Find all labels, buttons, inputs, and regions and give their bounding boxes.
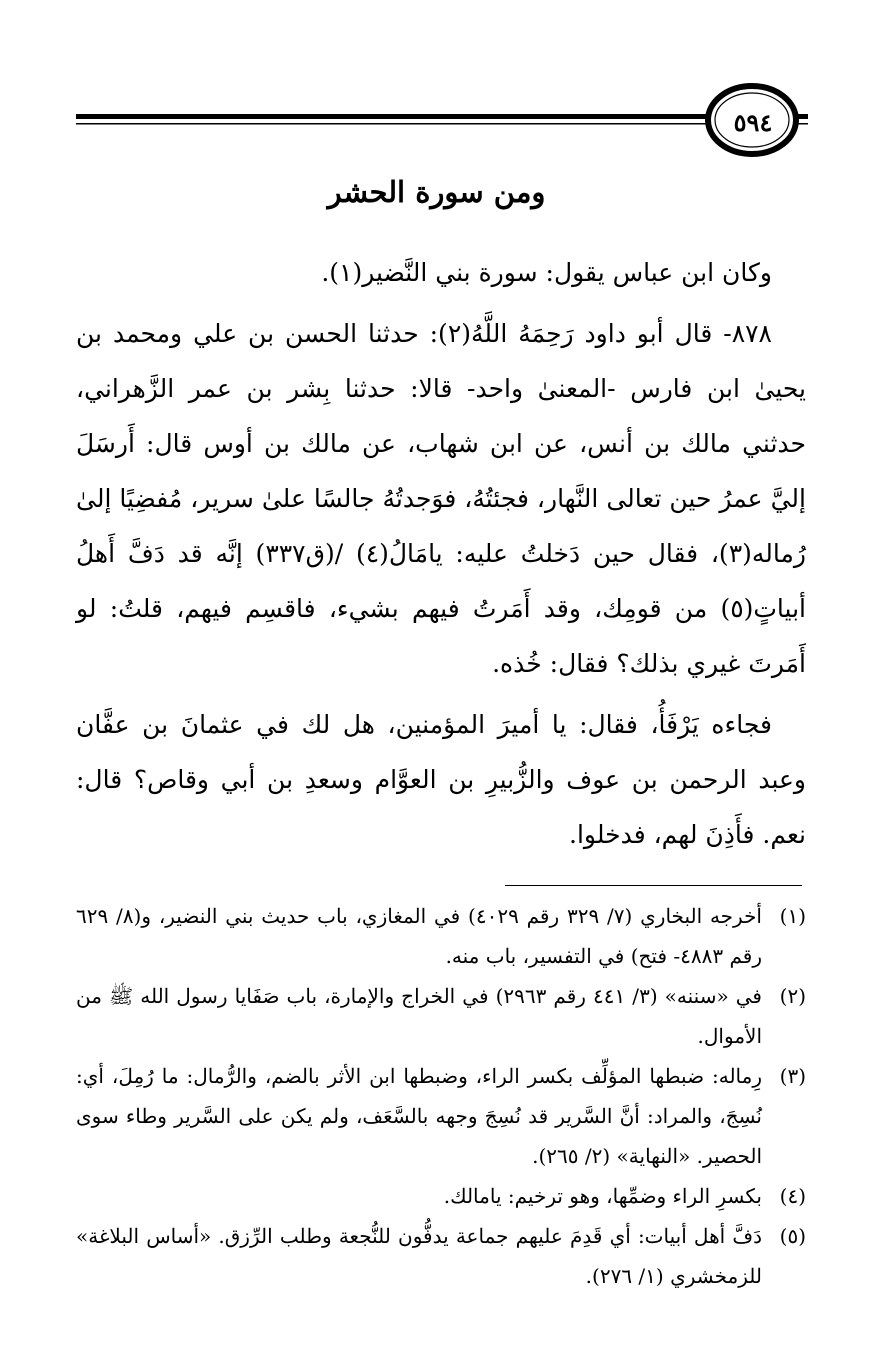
surah-title: ومن سورة الحشر xyxy=(327,175,546,209)
page-number: ٥٩٤ xyxy=(733,108,773,137)
intro-paragraph: وكان ابن عباس يقول: سورة بني النَّضير(١). xyxy=(321,258,772,287)
page-header xyxy=(0,80,873,170)
footnote-divider xyxy=(505,885,802,886)
footnote xyxy=(76,1216,806,1296)
continuation-paragraph: فجاءه يَرْفَأُ، فقال: يا أميرَ المؤمنين، هل لك في عثمانَ بن عفَّان وعبد الرحمن بن عوف والزُّبيرِ بن العوَّام وسعدِ بن أبي وقاص؟ قال: نعم. فأَذِنَ لهم، فدخلوا. xyxy=(76,710,806,849)
hadith-paragraph: ٨٧٨- قال أبو داود رَحِمَهُ اللَّهُ(٢): حدثنا الحسن بن علي ومحمد بن يحيىٰ ابن فارس -المعنىٰ واحد- قالا: حدثنا بِشر بن عمر الزَّهراني، حدثني مالك بن أنس، عن ابن شهاب، عن مالك بن أوس قال: أَرسَلَ إليَّ عمرُ حين تعالى النَّهار، فجئتُهُ، فوَجدتُهُ جالسًا علىٰ سرير، مُفضِيًا إلىٰ رُماله(٣)، فقال حين دَخلتُ عليه: يامَالُ(٤) /(ق٣٣٧) إنَّه قد دَفَّ أَهلُ أبياتٍ(٥) من قومِك، وقد أَمَرتُ فيهم بشيء، فاقسِم فيهم، قلتُ: لو أَمَرتَ غيري بذلك؟ فقال: خُذه. xyxy=(76,319,806,678)
footnote-number: (٣) xyxy=(779,1064,806,1088)
header-rule-thin xyxy=(76,123,706,125)
footnote xyxy=(76,1056,806,1176)
footnote xyxy=(76,1176,806,1216)
footnote-text: في «سننه» (٣/ ٤٤١ رقم ٢٩٦٣) في الخراج والإمارة، باب صَفَايا رسول الله ﷺ من الأموال. xyxy=(76,984,762,1048)
footnote-number: (٤) xyxy=(779,1184,806,1208)
footnote-text: بكسرِ الراء وضمِّها، وهو ترخيم: يامالك. xyxy=(443,1184,762,1208)
footnote-number: (١) xyxy=(779,904,806,928)
footnote xyxy=(76,976,806,1056)
footnote-text: دَفَّ أهل أبيات: أي قَدِمَ عليهم جماعة يدفُّون للنُّجعة وطلب الرِّزق. «أساس البلاغة» للزمخشري (١/ ٢٧٦). xyxy=(76,1224,762,1288)
footnote-text: أخرجه البخاري (٧/ ٣٢٩ رقم ٤٠٢٩) في المغازي، باب حديث بني النضير، و(٨/ ٦٢٩ رقم ٤٨٨٣- فتح) في التفسير، باب منه. xyxy=(76,904,762,968)
footnote-number: (٢) xyxy=(779,984,806,1008)
footnotes xyxy=(76,896,806,1296)
main-text xyxy=(76,245,806,862)
footnote xyxy=(76,896,806,976)
footnote-number: (٥) xyxy=(779,1224,806,1248)
footnote-text: رِماله: ضبطها المؤلِّف بكسر الراء، وضبطها ابن الأثر بالضم، والرُّمال: ما رُمِلَ، أي: نُسِجَ، والمراد: أنَّ السَّرير قد نُسِجَ وجهه بالسَّعَف، ولم يكن على السَّرير وطاء سوى الحصير. «النهاية» (٢/ ٢٦٥). xyxy=(76,1064,762,1168)
header-rule-thick xyxy=(76,114,706,119)
